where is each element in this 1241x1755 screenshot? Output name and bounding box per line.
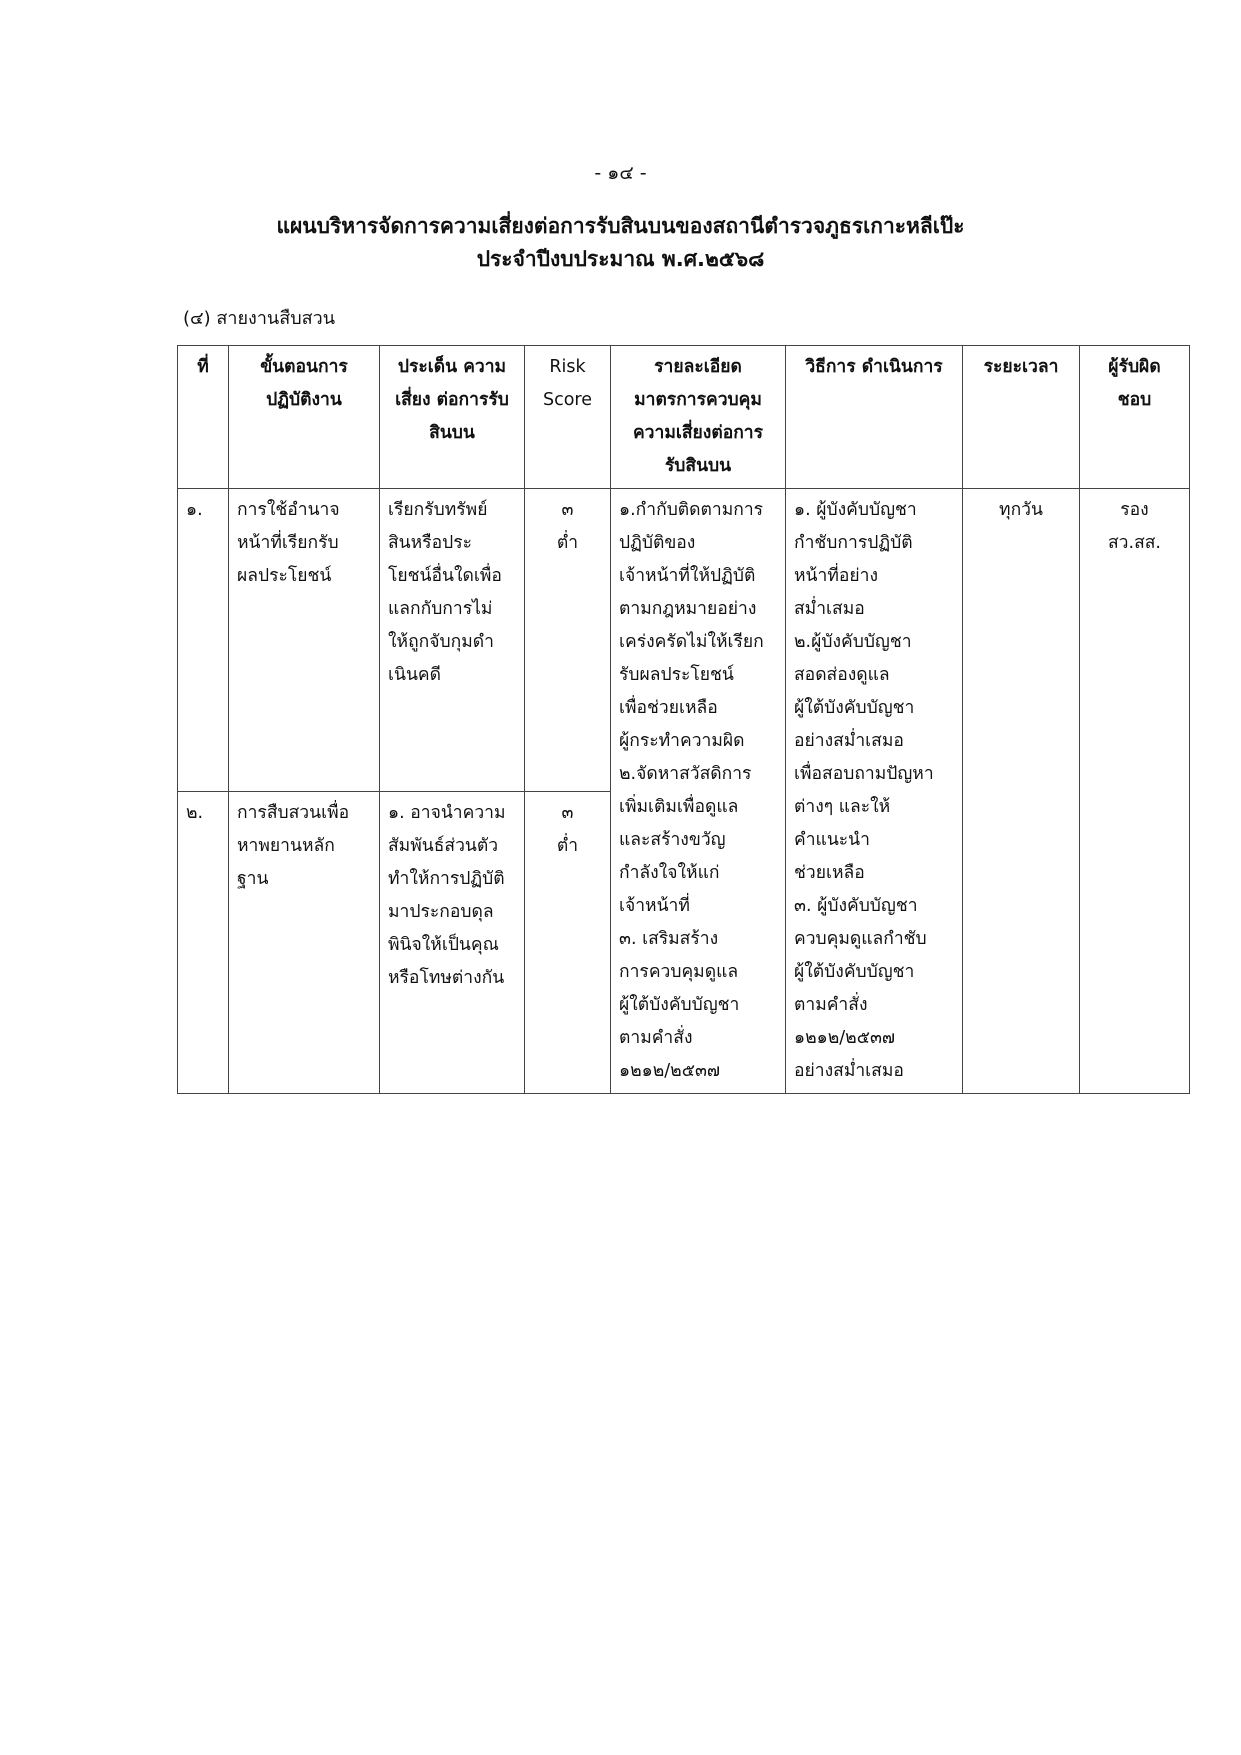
cell-line: ๓ (561, 802, 574, 823)
cell-line: โยชน์อื่นใดเพื่อ (388, 566, 502, 586)
cell-line: ที่ (197, 357, 209, 377)
cell-line: ปฏิบัติงาน (266, 390, 342, 410)
page-number: - ๑๔ - (594, 162, 647, 184)
cell-line: มาประกอบดุล (388, 901, 494, 922)
header-risk-issue (380, 346, 525, 489)
header-method (786, 346, 963, 489)
document-title (0, 210, 1241, 276)
cell-line: Risk (549, 357, 586, 377)
period-cell (963, 489, 1080, 1094)
cell-line: เสี่ยง ต่อการรับ (395, 390, 509, 410)
row-1-process (229, 489, 380, 792)
responsible-cell (1080, 489, 1190, 1094)
header-risk-score (525, 346, 611, 489)
cell-line: แลกกับการไม่ (388, 599, 493, 619)
cell-line: การควบคุมดูแล (619, 962, 739, 982)
table-row (178, 489, 1190, 792)
cell-line: ผู้รับผิด (1108, 357, 1161, 377)
cell-line: ตามคำสั่ง (619, 1028, 693, 1048)
cell-line: รอง (1120, 500, 1149, 520)
cell-line: หน้าที่เรียกรับ (237, 533, 339, 553)
cell-line: เจ้าหน้าที่ให้ปฏิบัติ (619, 566, 756, 586)
row-2-no: ๒. (178, 791, 229, 1094)
cell-line: ความเสี่ยงต่อการ (632, 423, 764, 443)
measures-cell (611, 489, 786, 1094)
cell-line: ขั้นตอนการ (260, 357, 348, 377)
cell-line: เพื่อสอบถามปัญหา (794, 764, 934, 784)
cell-line: เพิ่มเติมเพื่อดูแล (619, 797, 739, 817)
cell-line: ๑๒๑๒/๒๕๓๗ (794, 1028, 896, 1048)
row-1-risk-score (525, 489, 611, 792)
method-cell (786, 489, 963, 1094)
row-2-process (229, 791, 380, 1094)
cell-line: ประเด็น ความ (397, 357, 507, 377)
cell-line: มาตรการควบคุม (634, 390, 762, 410)
cell-line: ควบคุมดูแลกำชับ (794, 929, 927, 949)
row-2-risk-issue (380, 791, 525, 1094)
cell-line: หาพยานหลัก (237, 835, 335, 856)
cell-line: ผู้ใต้บังคับบัญชา (619, 995, 740, 1015)
cell-line: กำชับการปฏิบัติ (794, 533, 913, 553)
cell-line: พินิจให้เป็นคุณ (388, 934, 499, 955)
header-measures (611, 346, 786, 489)
cell-line: ๑. ผู้บังคับบัญชา (794, 500, 917, 520)
cell-line: ผู้ใต้บังคับบัญชา (794, 698, 915, 718)
cell-line: และสร้างขวัญ (619, 830, 726, 850)
cell-line: ต่ำ (556, 533, 579, 553)
cell-line: วิธีการ ดำเนินการ (805, 357, 943, 377)
cell-line: หน้าที่อย่าง (794, 566, 878, 586)
header-row (178, 346, 1190, 489)
cell-line: ปฏิบัติของ (619, 533, 696, 553)
cell-line: การใช้อำนาจ (237, 500, 340, 520)
cell-line: ผู้กระทำความผิด (619, 731, 745, 751)
cell-line: ต่ำ (556, 835, 579, 856)
header-period (963, 346, 1080, 489)
cell-line: สัมพันธ์ส่วนตัว (388, 835, 499, 856)
cell-line: เนินคดี (388, 665, 441, 685)
cell-line: ๓. ผู้บังคับบัญชา (794, 896, 918, 916)
cell-line: ช่วยเหลือ (794, 863, 865, 883)
cell-line: หรือโทษต่างกัน (388, 967, 505, 988)
cell-line: ๓ (561, 500, 574, 520)
cell-line: สินหรือประ (388, 533, 472, 553)
cell-line: ๒.จัดหาสวัสดิการ (619, 764, 752, 784)
title-line-2: ประจำปีงบประมาณ พ.ศ.๒๕๖๘ (476, 247, 765, 271)
cell-line: ให้ถูกจับกุมดำ (388, 632, 494, 652)
cell-line: ตามคำสั่ง (794, 995, 868, 1015)
header-responsible (1080, 346, 1190, 489)
row-1-risk-issue (380, 489, 525, 792)
cell-line: อย่างสม่ำเสมอ (794, 731, 904, 751)
cell-line: เจ้าหน้าที่ (619, 896, 690, 916)
cell-line: สม่ำเสมอ (794, 599, 865, 619)
cell-line: รายละเอียด (654, 357, 742, 377)
section-label: (๔) สายงานสืบสวน (183, 308, 336, 329)
header-process (229, 346, 380, 489)
cell-line: ๑.กำกับติดตามการ (619, 500, 764, 520)
cell-line: ต่างๆ และให้ (794, 797, 891, 817)
cell-line: เพื่อช่วยเหลือ (619, 698, 718, 718)
cell-line: อย่างสม่ำเสมอ (794, 1061, 904, 1081)
cell-line: รับผลประโยชน์ (619, 665, 734, 685)
cell-line: การสืบสวนเพื่อ (237, 802, 350, 823)
risk-plan-table (177, 345, 1190, 1094)
cell-line: ตามกฎหมายอย่าง (619, 599, 757, 619)
header-no (178, 346, 229, 489)
cell-line: ทุกวัน (999, 500, 1043, 520)
cell-line: ทำให้การปฏิบัติ (388, 868, 505, 889)
cell-line: ๓. เสริมสร้าง (619, 929, 719, 949)
title-line-1: แผนบริหารจัดการความเสี่ยงต่อการรับสินบนของสถานีตำรวจภูธรเกาะหลีเป๊ะ (276, 214, 965, 238)
cell-line: ๒.ผู้บังคับบัญชา (794, 632, 912, 652)
row-1-no: ๑. (178, 489, 229, 792)
cell-line: ๑๒๑๒/๒๕๓๗ (619, 1061, 721, 1081)
cell-line: สว.สส. (1108, 533, 1161, 553)
cell-line: เรียกรับทรัพย์ (388, 500, 488, 520)
cell-line: ชอบ (1117, 390, 1152, 410)
cell-line: รับสินบน (664, 456, 732, 476)
row-2-risk-score (525, 791, 611, 1094)
cell-line: สอดส่องดูแล (794, 665, 890, 685)
cell-line: Score (542, 390, 592, 410)
cell-line: เคร่งครัดไม่ให้เรียก (619, 632, 764, 652)
cell-line: สินบน (429, 423, 475, 443)
cell-line: คำแนะนำ (794, 830, 870, 850)
cell-line: ๑. อาจนำความ (388, 802, 506, 823)
cell-line: ระยะเวลา (983, 357, 1059, 377)
cell-line: ผลประโยชน์ (237, 566, 332, 586)
cell-line: ฐาน (237, 868, 269, 889)
cell-line: ผู้ใต้บังคับบัญชา (794, 962, 915, 982)
cell-line: กำลังใจให้แก่ (619, 863, 720, 883)
